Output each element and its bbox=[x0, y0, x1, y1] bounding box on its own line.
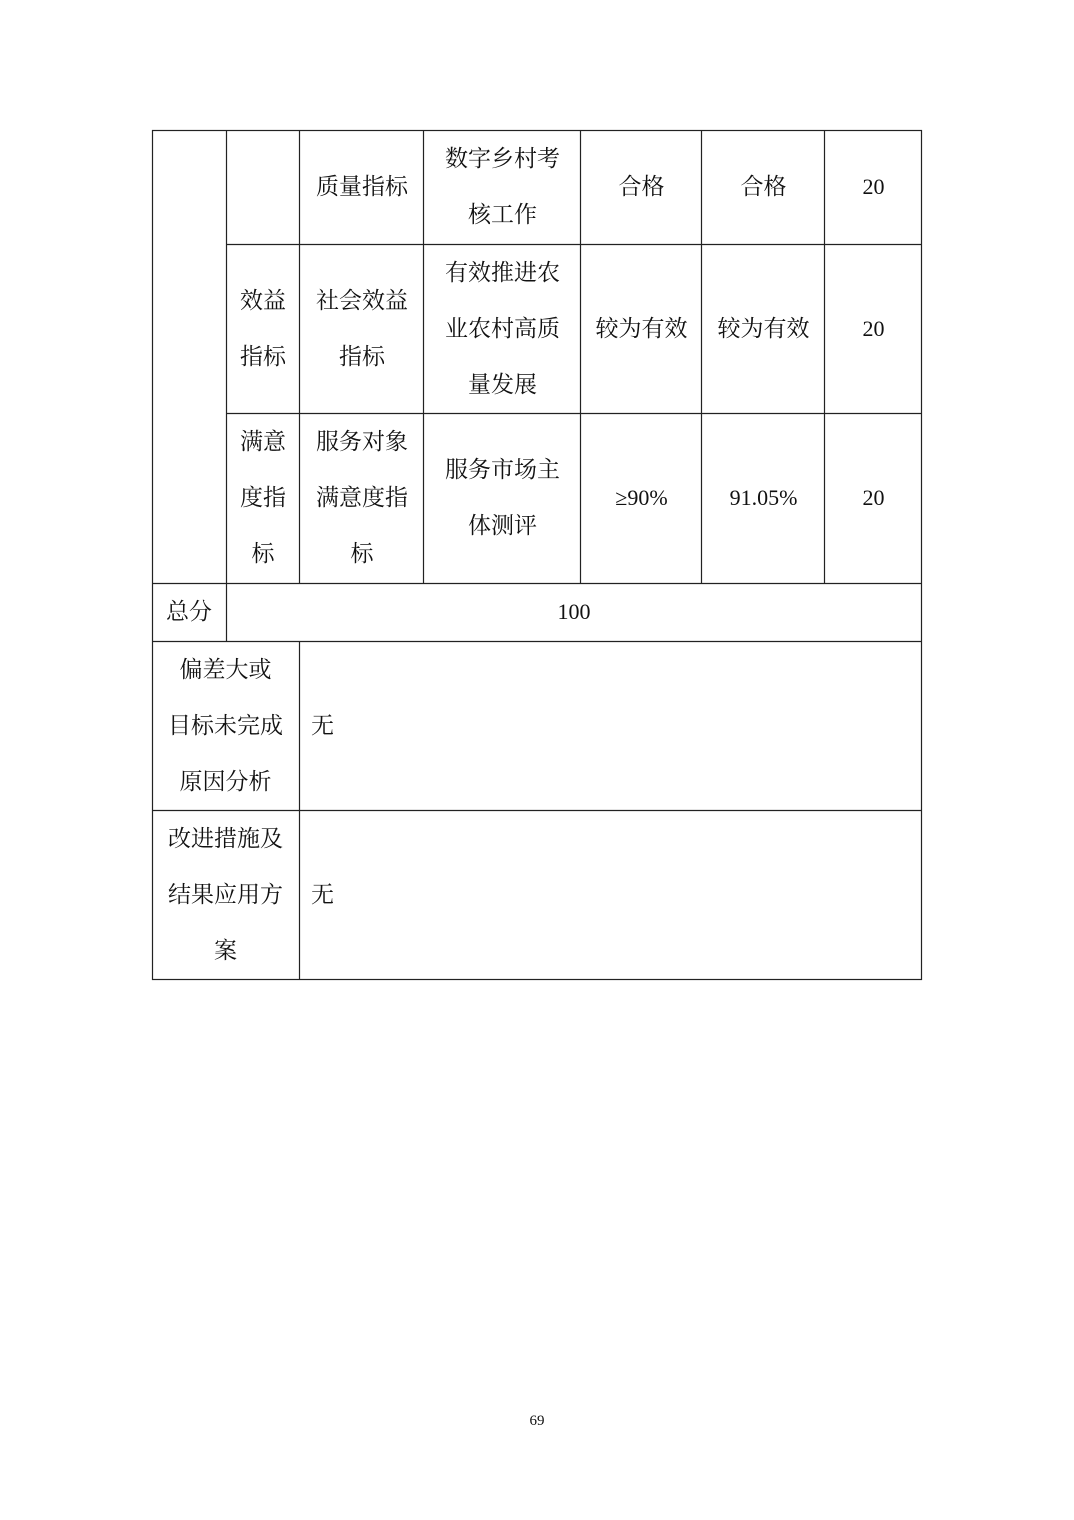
deviation-label-cell: 偏差大或 目标未完成 原因分析 bbox=[168, 656, 283, 795]
row3-actual-cell: 91.05% bbox=[729, 485, 798, 510]
improvement-label-cell: 改进措施及 结果应用方 案 bbox=[168, 826, 283, 964]
row3-level2-cell: 满意 度指 标 bbox=[240, 429, 286, 567]
row3-target-cell: ≥90% bbox=[615, 485, 668, 510]
row2-target-cell: 较为有效 bbox=[595, 315, 688, 342]
row3-level3-cell: 服务对象 满意度指 标 bbox=[316, 429, 408, 567]
row2-actual-cell: 较为有效 bbox=[717, 315, 810, 342]
row1-target-cell: 合格 bbox=[618, 174, 665, 200]
row2-level2-cell: 效益 指标 bbox=[240, 287, 286, 370]
total-label-cell: 总分 bbox=[166, 599, 212, 625]
total-value-cell: 100 bbox=[557, 599, 591, 624]
row2-indicator-cell: 有效推进农 业农村高质 量发展 bbox=[445, 259, 560, 398]
row1-actual-cell: 合格 bbox=[740, 174, 787, 200]
row2-score-cell: 20 bbox=[862, 315, 885, 341]
row1-level3-cell: 质量指标 bbox=[316, 174, 408, 200]
page-number: 69 bbox=[529, 1413, 545, 1429]
row3-score-cell: 20 bbox=[862, 485, 885, 510]
row1-level2-cell bbox=[226, 130, 300, 244]
deviation-value-cell: 无 bbox=[311, 712, 334, 739]
row3-indicator-cell: 服务市场主 体测评 bbox=[445, 457, 560, 539]
row1-indicator-cell: 数字乡村考 核工作 bbox=[445, 146, 560, 228]
improvement-value-cell: 无 bbox=[311, 882, 334, 908]
row1-score-cell: 20 bbox=[862, 174, 885, 199]
row2-level3-cell: 社会效益 指标 bbox=[316, 287, 408, 370]
